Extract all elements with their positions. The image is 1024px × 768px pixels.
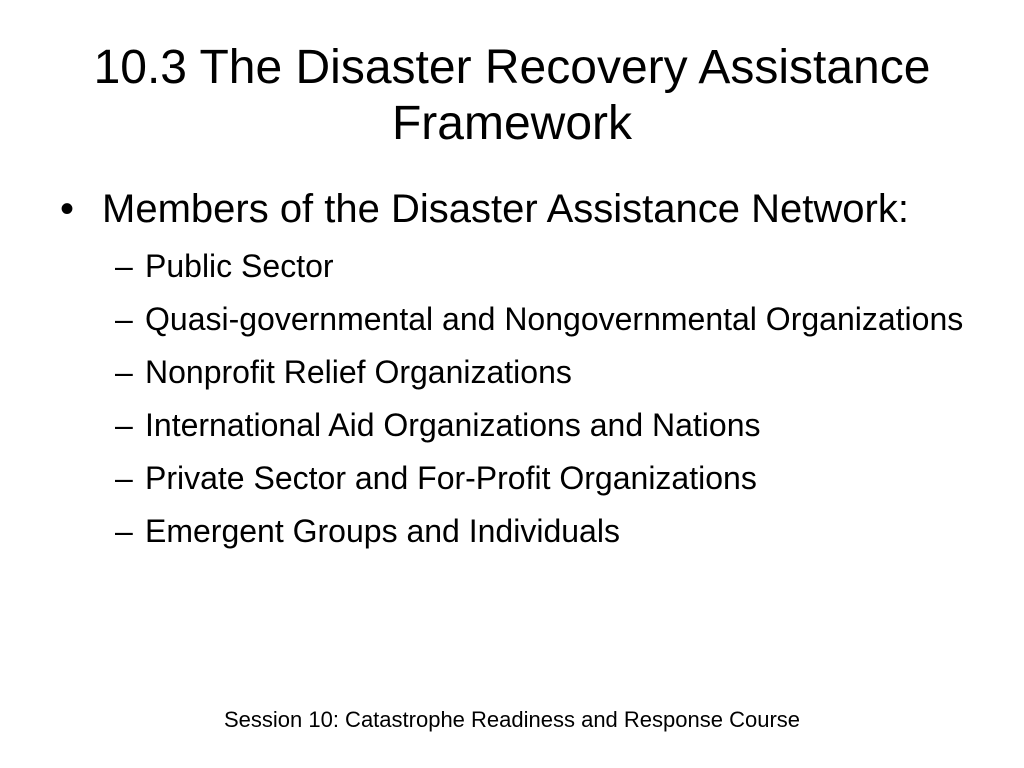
slide-title: 10.3 The Disaster Recovery Assistance Framework — [93, 41, 931, 150]
sub-bullet-item — [115, 246, 980, 286]
main-bullet-text: Members of the Disaster Assistance Network: — [102, 187, 909, 231]
dash-icon: – — [115, 513, 133, 549]
bullet-icon: • — [60, 187, 75, 231]
dash-icon: – — [115, 301, 133, 337]
sub-bullet-list — [60, 246, 980, 551]
sub-bullet-item — [115, 458, 980, 498]
sub-bullet-item — [115, 511, 980, 551]
sub-bullet-item — [115, 352, 980, 392]
sub-bullet-text: Private Sector and For-Profit Organizations — [145, 460, 757, 496]
dash-icon: – — [115, 354, 133, 390]
slide-content — [60, 186, 980, 564]
sub-bullet-text: Nonprofit Relief Organizations — [145, 354, 572, 390]
sub-bullet-item — [115, 405, 980, 445]
dash-icon: – — [115, 248, 133, 284]
sub-bullet-text: International Aid Organizations and Nations — [145, 407, 761, 443]
slide-footer: Session 10: Catastrophe Readiness and Response Course — [223, 707, 801, 732]
dash-icon: – — [115, 460, 133, 496]
sub-bullet-text: Public Sector — [145, 248, 334, 284]
dash-icon: – — [115, 407, 133, 443]
sub-bullet-text: Quasi-governmental and Nongovernmental Organizations — [145, 301, 964, 337]
sub-bullet-text: Emergent Groups and Individuals — [145, 513, 620, 549]
main-bullet — [60, 186, 980, 232]
sub-bullet-item — [115, 299, 980, 339]
